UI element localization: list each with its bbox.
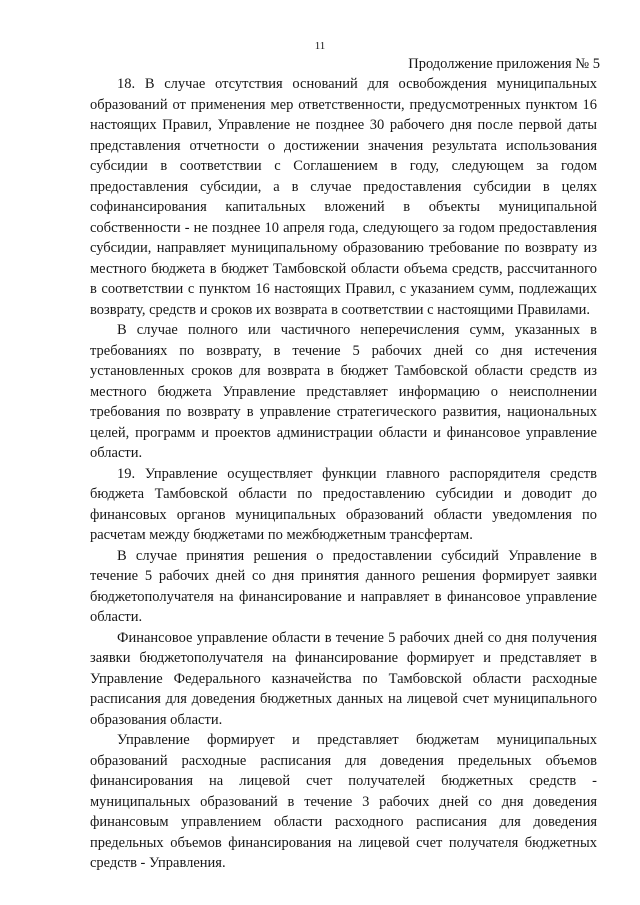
page-number: 11 — [314, 40, 326, 52]
paragraph-finance-department: Финансовое управление области в течение 5 рабочих дней со дня получения заявки бюджетополучателя на финансирование формирует и представляет в Управление Федерального казначейства по Тамбовской области расходные расписания для доведения бюджетных данных на лицевой счет муниципального образования области. — [90, 629, 597, 728]
paragraph-18: 18. В случае отсутствия оснований для освобождения муниципальных образований от применения мер ответственности, предусмотренных пунктом 16 настоящих Правил, Управление не позднее 30 рабочего дня после первой даты представления отчетности о достижении значения результата использования субсидии в соответствии с Соглашением в году, следующем за годом предоставления субсидии, а в случае предоставления субсидии в целях софинансирования капитальных вложений в объекты муниципальной собственности - не позднее 10 апреля года, следующего за годом предоставления субсидии, направляет муниципальному образованию требование по возврату из местного бюджета в бюджет Тамбовской области объема средств, рассчитанного в соответствии с пунктом 16 настоящих Правил, с указанием сумм, подлежащих возврату, средств и сроков их возврата в соответствии с настоящими Правилами. — [90, 76, 597, 318]
appendix-continuation-note: Продолжение приложения № 5 — [408, 56, 600, 72]
body-text — [90, 74, 597, 874]
paragraph-19: 19. Управление осуществляет функции главного распорядителя средств бюджета Тамбовской области по предоставлению субсидии и доводит до финансовых органов муниципальных образований области уведомления по расчетам между бюджетами по межбюджетным трансфертам. — [90, 465, 597, 543]
paragraph-expense-schedules: Управление формирует и представляет бюджетам муниципальных образований расходные расписания для доведения предельных объемов финансирования на лицевой счет получателей бюджетных средств - муниципальных образований в течение 3 рабочих дней со дня доведения финансовым управлением области расходного расписания для доведения предельных объемов финансирования на лицевой счет получателя бюджетных средств - Управления. — [90, 732, 597, 871]
paragraph-non-transfer: В случае полного или частичного неперечисления сумм, указанных в требованиях по возврату, в течение 5 рабочих дней со дня истечения установленных сроков для возврата в бюджет Тамбовской области средств из местного бюджета Управление представляет информацию о неисполнении требования по возврату в управление стратегического развития, национальных целей, программ и проектов администрации области и финансовое управление области. — [90, 322, 597, 461]
paragraph-subsidy-decision: В случае принятия решения о предоставлении субсидий Управление в течение 5 рабочих дней со дня принятия данного решения формирует заявки бюджетополучателя на финансирование и направляет в финансовое управление области. — [90, 547, 597, 625]
